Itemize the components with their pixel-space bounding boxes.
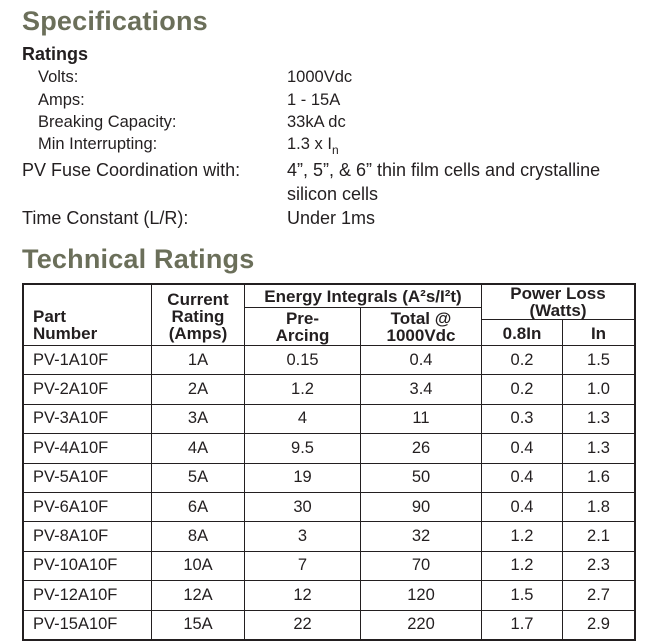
pv-fuse-value-line1: 4”, 5”, & 6” thin film cells and crystalline: [287, 160, 601, 180]
cell-current-rating: 1A: [152, 346, 245, 375]
cell-power-loss-in: 2.7: [563, 581, 636, 610]
cell-current-rating: 6A: [152, 492, 245, 521]
cell-power-loss-in: 1.6: [563, 463, 636, 492]
table-row: [23, 610, 635, 640]
cell-part-number: PV-8A10F: [23, 522, 152, 551]
cell-total: 220: [361, 610, 482, 640]
cell-pre-arcing: 4: [245, 404, 361, 433]
header-total-line2: 1000Vdc: [386, 325, 456, 345]
header-total-line1: Total @: [390, 308, 452, 328]
cell-power-loss-0-8in: 1.7: [482, 610, 563, 640]
cell-current-rating: 8A: [152, 522, 245, 551]
cell-total: 32: [361, 522, 482, 551]
cell-power-loss-0-8in: 0.4: [482, 463, 563, 492]
table-row: [23, 492, 635, 521]
table-row: [23, 434, 635, 463]
specifications-title: Specifications: [22, 6, 208, 36]
table-row: [23, 404, 635, 433]
header-current-line2: Rating: [171, 307, 225, 326]
cell-current-rating: 12A: [152, 581, 245, 610]
time-constant-value: Under 1ms: [287, 208, 376, 228]
pv-fuse-value-line2: silicon cells: [287, 184, 379, 204]
cell-power-loss-in: 1.3: [563, 434, 636, 463]
rating-label: Amps:: [38, 91, 85, 109]
cell-pre-arcing: 12: [245, 581, 361, 610]
rating-value-main: 1.3 x I: [287, 135, 332, 153]
header-pre-arcing-line1: Pre-: [285, 308, 320, 328]
cell-current-rating: 2A: [152, 375, 245, 404]
cell-part-number: PV-1A10F: [23, 346, 152, 375]
pv-fuse-label: PV Fuse Coordination with:: [22, 160, 241, 180]
cell-part-number: PV-3A10F: [23, 404, 152, 433]
cell-part-number: PV-5A10F: [23, 463, 152, 492]
cell-current-rating: 3A: [152, 404, 245, 433]
time-constant-label: Time Constant (L/R):: [22, 208, 189, 228]
cell-total: 70: [361, 551, 482, 580]
cell-power-loss-0-8in: 0.2: [482, 346, 563, 375]
rating-value-subscript: n: [331, 143, 339, 157]
table-row: [23, 551, 635, 580]
cell-total: 0.4: [361, 346, 482, 375]
cell-total: 26: [361, 434, 482, 463]
cell-power-loss-0-8in: 0.4: [482, 492, 563, 521]
header-pre-arcing: [245, 308, 361, 346]
header-power-loss-line2: (Watts): [529, 301, 587, 320]
rating-value: 1 - 15A: [287, 91, 341, 109]
technical-ratings-table: [22, 283, 636, 641]
cell-current-rating: 4A: [152, 434, 245, 463]
cell-pre-arcing: 19: [245, 463, 361, 492]
table-body: [23, 346, 635, 640]
rating-value: [287, 134, 339, 160]
cell-power-loss-0-8in: 1.2: [482, 522, 563, 551]
cell-total: 90: [361, 492, 482, 521]
rating-label: Volts:: [38, 68, 79, 86]
rating-value: 1000Vdc: [287, 68, 353, 86]
table-row: [23, 375, 635, 404]
header-current-rating: [152, 284, 245, 346]
cell-part-number: PV-6A10F: [23, 492, 152, 521]
table-row: [23, 522, 635, 551]
cell-pre-arcing: 7: [245, 551, 361, 580]
header-in: In: [563, 320, 636, 346]
cell-power-loss-in: 1.0: [563, 375, 636, 404]
header-energy-integrals: Energy Integrals (A²s/I²t): [245, 284, 482, 308]
cell-power-loss-0-8in: 0.2: [482, 375, 563, 404]
header-part-number-line1: Part: [33, 307, 67, 326]
header-0-8in: 0.8In: [482, 320, 563, 346]
cell-pre-arcing: 0.15: [245, 346, 361, 375]
cell-power-loss-in: 1.8: [563, 492, 636, 521]
cell-part-number: PV-10A10F: [23, 551, 152, 580]
header-current-line1: Current: [167, 290, 229, 309]
cell-total: 11: [361, 404, 482, 433]
header-part-number: [23, 284, 152, 346]
cell-power-loss-0-8in: 1.2: [482, 551, 563, 580]
cell-power-loss-0-8in: 0.3: [482, 404, 563, 433]
rating-label: Min Interrupting:: [38, 135, 158, 153]
cell-total: 120: [361, 581, 482, 610]
cell-pre-arcing: 30: [245, 492, 361, 521]
cell-part-number: PV-4A10F: [23, 434, 152, 463]
table-row: [23, 346, 635, 375]
cell-power-loss-in: 1.3: [563, 404, 636, 433]
header-total-1000vdc: [361, 308, 482, 346]
table-row: [23, 581, 635, 610]
cell-part-number: PV-15A10F: [23, 610, 152, 640]
cell-power-loss-in: 1.5: [563, 346, 636, 375]
cell-current-rating: 5A: [152, 463, 245, 492]
cell-part-number: PV-12A10F: [23, 581, 152, 610]
cell-current-rating: 10A: [152, 551, 245, 580]
cell-current-rating: 15A: [152, 610, 245, 640]
header-power-loss: [482, 284, 636, 320]
rating-value: 33kA dc: [287, 113, 346, 131]
table-row: [23, 463, 635, 492]
cell-power-loss-in: 2.3: [563, 551, 636, 580]
cell-pre-arcing: 22: [245, 610, 361, 640]
technical-ratings-title: Technical Ratings: [22, 244, 255, 274]
cell-pre-arcing: 3: [245, 522, 361, 551]
cell-power-loss-in: 2.9: [563, 610, 636, 640]
cell-pre-arcing: 9.5: [245, 434, 361, 463]
cell-total: 3.4: [361, 375, 482, 404]
header-part-number-line2: Number: [33, 324, 98, 343]
cell-power-loss-0-8in: 1.5: [482, 581, 563, 610]
cell-power-loss-0-8in: 0.4: [482, 434, 563, 463]
header-current-line3: (Amps): [168, 324, 228, 343]
cell-pre-arcing: 1.2: [245, 375, 361, 404]
cell-power-loss-in: 2.1: [563, 522, 636, 551]
cell-part-number: PV-2A10F: [23, 375, 152, 404]
rating-label: Breaking Capacity:: [38, 113, 177, 131]
ratings-heading: Ratings: [22, 44, 89, 64]
cell-total: 50: [361, 463, 482, 492]
header-pre-arcing-line2: Arcing: [275, 325, 330, 345]
header-power-loss-line1: Power Loss: [510, 284, 606, 303]
